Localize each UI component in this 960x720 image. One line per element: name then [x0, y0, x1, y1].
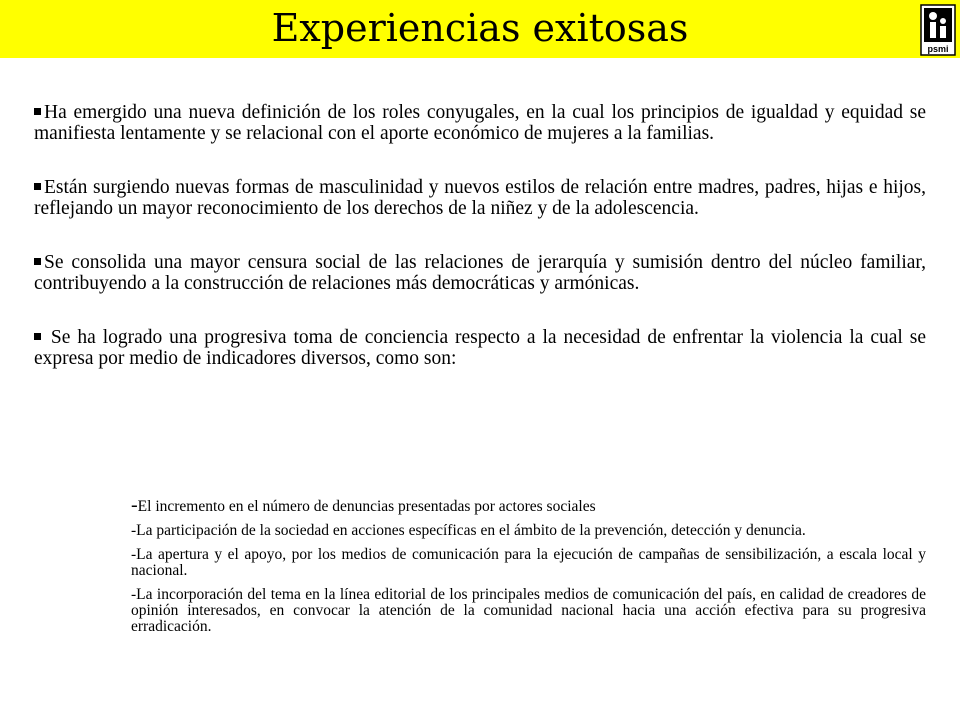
bullet-text: Ha emergido una nueva definición de los roles conyugales, en la cual los principios de igualdad y equidad se manifiesta lentamente y se relacional con el aporte económico de mujeres a la familias.: [34, 102, 926, 144]
indicator-item: -El incremento en el número de denuncias presentadas por actores sociales: [131, 494, 596, 516]
bullet-text: Se ha logrado una progresiva toma de conciencia respecto a la necesidad de enfrentar la violencia la cual se expresa por medio de indicadores diversos, como son:: [34, 327, 926, 369]
indicator-item: -La participación de la sociedad en acciones específicas en el ámbito de la prevención, detección y denuncia.: [131, 522, 806, 539]
bullet-item: [34, 327, 926, 369]
square-bullet-icon: [34, 258, 41, 265]
square-bullet-icon: [34, 108, 41, 115]
indicator-text: La incorporación del tema en la línea editorial de los principales medios de comunicación del país, en calidad de creadores de opinión interesados, en convocar la atención de la comunidad nacional hacia una acción efectiva para su progresiva erradicación.: [131, 586, 926, 635]
bullet-text: Se consolida una mayor censura social de las relaciones de jerarquía y sumisión dentro del núcleo familiar, contribuyendo a la construcción de relaciones más democráticas y armónicas.: [34, 252, 926, 294]
bullet-text: Están surgiendo nuevas formas de masculinidad y nuevos estilos de relación entre madres, padres, hijas e hijos, reflejando un mayor reconocimiento de los derechos de la niñez y de la adolescencia.: [34, 177, 926, 219]
indicator-list: [131, 494, 926, 643]
psmi-logo: [920, 4, 956, 56]
bullet-item: [34, 102, 926, 144]
indicator-text: La apertura y el apoyo, por los medios de comunicación para la ejecución de campañas de sensibilización, a escala local y nacional.: [131, 546, 926, 579]
bullet-item: [34, 177, 926, 219]
bullet-list: [34, 102, 926, 402]
indicator-item: -La incorporación del tema en la línea editorial de los principales medios de comunicación del país, en calidad de creadores de opinión interesados, en convocar la atención de la comunidad nacional hacia una acción efectiva para su progresiva erradicación.: [131, 586, 926, 635]
bullet-item: [34, 252, 926, 294]
psmi-logo-icon: [920, 4, 956, 56]
indicator-text: La participación de la sociedad en acciones específicas en el ámbito de la prevención, detección y denuncia.: [136, 522, 806, 539]
page-title: Experiencias exitosas: [271, 6, 689, 50]
square-bullet-icon: [34, 183, 41, 190]
indicator-item: -La apertura y el apoyo, por los medios de comunicación para la ejecución de campañas de sensibilización, a escala local y nacional.: [131, 546, 926, 579]
svg-text:psmi: psmi: [927, 44, 949, 54]
indicator-text: El incremento en el número de denuncias presentadas por actores sociales: [137, 498, 596, 515]
square-bullet-icon: [34, 333, 41, 340]
